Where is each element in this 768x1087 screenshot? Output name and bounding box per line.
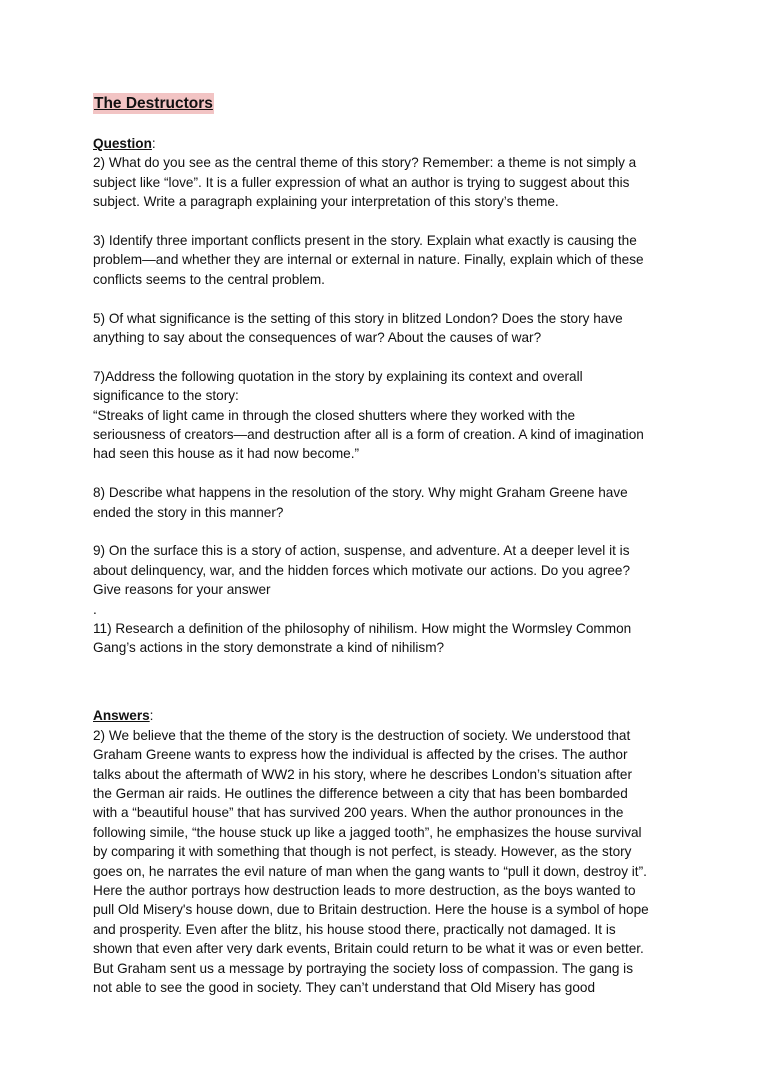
question-line: Give reasons for your answer (93, 582, 271, 598)
answer-line: and prosperity. Even after the blitz, his house stood there, practically not damaged. It is (93, 921, 616, 937)
question-11 (93, 619, 693, 658)
answer-line: following simile, “the house stuck up like a jagged tooth”, he emphasizes the house survival (93, 824, 642, 840)
question-line: 7)Address the following quotation in the story by explaining its context and overall (93, 368, 583, 384)
answer-line: not able to see the good in society. They can’t understand that Old Misery has good (93, 979, 596, 995)
question-line: about delinquency, war, and the hidden forces which motivate our actions. Do you agree? (93, 562, 631, 578)
answer-line: But Graham sent us a message by portraying the society loss of compassion. The gang is (93, 960, 633, 976)
answers-heading-colon: : (149, 708, 154, 724)
question-line: subject. Write a paragraph explaining your interpretation of this story’s theme. (93, 194, 559, 210)
question-line: 9) On the surface this is a story of action, suspense, and adventure. At a deeper level it is (93, 543, 630, 559)
question-3 (93, 231, 693, 289)
answers-heading-line (93, 706, 693, 725)
question-quote-line: seriousness of creators—and destruction after all is a form of creation. A kind of imagination (93, 427, 644, 443)
document-page (93, 93, 693, 997)
question-line: Gang’s actions in the story demonstrate a kind of nihilism? (93, 640, 445, 656)
question-line: . (93, 601, 97, 617)
answers-heading: Answers (93, 708, 150, 724)
question-quote-line: had seen this house as it had now become.” (93, 446, 360, 462)
section-spacer (93, 658, 693, 687)
answer-line: the German air raids. He outlines the difference between a city that has been bombarded (93, 785, 628, 801)
answer-2 (93, 726, 693, 998)
question-9 (93, 541, 693, 619)
question-line: conflicts seems to the central problem. (93, 271, 325, 287)
question-8 (93, 483, 693, 522)
question-line: 8) Describe what happens in the resolution of the story. Why might Graham Greene have (93, 485, 628, 501)
answer-line: Here the author portrays how destruction leads to more destruction, as the boys wanted to (93, 882, 636, 898)
answer-line: goes on, he narrates the evil nature of man when the gang wants to “pull it down, destroy it”. (93, 863, 647, 879)
title-spacer (93, 114, 693, 134)
question-line: anything to say about the consequences of war? About the causes of war? (93, 330, 542, 346)
answer-line: shown that even after very dark events, Britain could return to be what it was or even better. (93, 941, 644, 957)
question-quote-line: “Streaks of light came in through the closed shutters where they worked with the (93, 407, 576, 423)
questions-heading: Question (93, 136, 152, 151)
document-title: The Destructors (94, 95, 213, 112)
question-7 (93, 367, 693, 464)
answer-line: with a “beautiful house” that has survived 200 years. When the author pronounces in the (93, 805, 624, 821)
question-5 (93, 309, 693, 348)
answer-line: Graham Greene wants to express how the individual is affected by the crises. The author (93, 747, 628, 763)
answer-line: by comparing it with something that though is not perfect, is steady. However, as the story (93, 844, 632, 860)
question-line: significance to the story: (93, 388, 239, 404)
question-line: 2) What do you see as the central theme of this story? Remember: a theme is not simply a (93, 155, 637, 171)
question-line: 3) Identify three important conflicts present in the story. Explain what exactly is causing the (93, 233, 637, 249)
question-2 (93, 153, 693, 211)
questions-heading-line (93, 134, 693, 153)
question-line: subject like “love”. It is a fuller expression of what an author is trying to suggest about this (93, 174, 630, 190)
answer-line: talks about the aftermath of WW2 in his story, where he describes London’s situation after (93, 766, 632, 782)
question-line: 5) Of what significance is the setting of this story in blitzed London? Does the story have (93, 310, 623, 326)
section-spacer (93, 687, 693, 706)
answer-line: 2) We believe that the theme of the story is the destruction of society. We understood that (93, 727, 631, 743)
question-line: 11) Research a definition of the philosophy of nihilism. How might the Wormsley Common (93, 621, 632, 637)
question-line: ended the story in this manner? (93, 504, 284, 520)
question-line: problem—and whether they are internal or external in nature. Finally, explain which of these (93, 252, 644, 268)
questions-heading-colon: : (151, 136, 156, 151)
answer-line: pull Old Misery's house down, due to Britain destruction. Here the house is a symbol of hope (93, 902, 649, 918)
